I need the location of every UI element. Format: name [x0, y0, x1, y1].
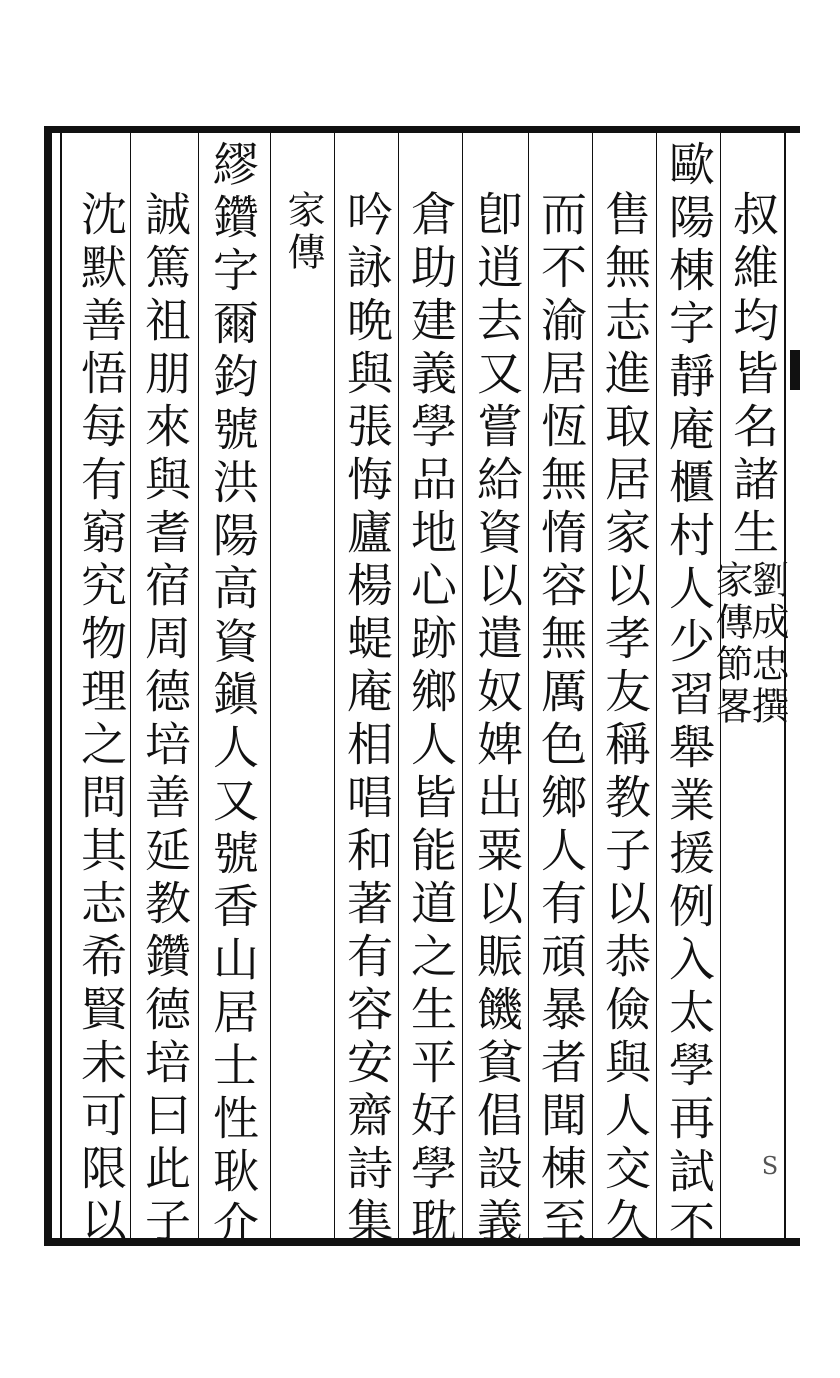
text-column: 誠篤祖朋來與耆宿周德培善延教鑽德培曰此子 — [138, 190, 192, 1250]
text-column: 歐陽棟字靜庵櫃村人少習舉業援例入太學再試不 — [662, 140, 716, 1253]
left-border-rule — [44, 126, 52, 1246]
top-border-rule — [48, 126, 800, 133]
text-column-source-note: 家傳 — [281, 190, 325, 274]
column-divider — [334, 133, 335, 1238]
text-column: 倉助建義學品地心跡鄉人皆能道之生平好學耽 — [404, 190, 458, 1250]
text-column-source: 家傳節畧 — [709, 560, 753, 728]
margin-mark: S — [756, 1152, 784, 1180]
text-column: 而不渝居恆無惰容無厲色鄉人有頑暴者聞棟至 — [534, 190, 588, 1250]
text-column: 卽逍去又嘗給資以遣奴婢出粟以賑饑貧倡設義 — [470, 190, 524, 1250]
text-column: 沈默善悟每有窮究物理之問其志希賢未可限以 — [74, 190, 128, 1250]
column-divider — [198, 133, 199, 1238]
text-column-title: 叔維均皆名諸生 — [726, 190, 780, 561]
text-column-author: 劉成忠撰 — [745, 560, 789, 728]
column-divider — [130, 133, 131, 1238]
column-divider — [270, 133, 271, 1238]
column-divider — [592, 133, 593, 1238]
text-column: 繆鑽字爾鈞號洪陽高資鎭人又號香山居士性耿介 — [206, 140, 260, 1253]
column-divider — [528, 133, 529, 1238]
column-divider — [656, 133, 657, 1238]
fold-mark — [790, 350, 800, 390]
column-divider — [398, 133, 399, 1238]
column-divider — [462, 133, 463, 1238]
text-column: 吟詠晩與張悔廬楊蝭庵相唱和著有容安齋詩集 — [340, 190, 394, 1250]
text-column: 售無志進取居家以孝友稱教子以恭儉與人交久 — [598, 190, 652, 1250]
left-inner-rule — [60, 133, 62, 1238]
